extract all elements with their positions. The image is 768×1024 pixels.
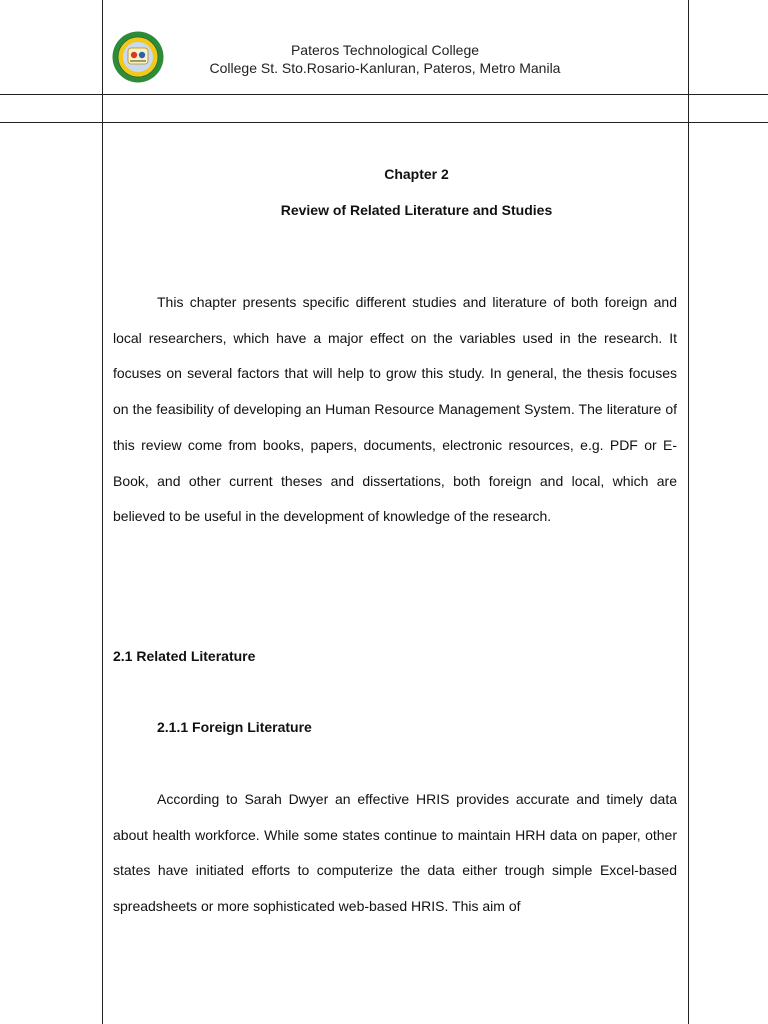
left-margin-line: [102, 0, 103, 1024]
right-margin-line: [688, 0, 689, 1024]
header-rule-bottom: [0, 122, 768, 123]
foreign-literature-paragraph: According to Sarah Dwyer an effective HRIS provides accurate and timely data about health workforce. While some states continue to maintain HRH data on paper, other states have initiated efforts to computerize the data either trough simple Excel-based spreadsheets or more sophisticated web-based HRIS. This aim of: [113, 791, 677, 915]
chapter-number: Chapter 2: [384, 166, 449, 182]
institution-address: College St. Sto.Rosario-Kanluran, Pateros, Metro Manila: [209, 60, 561, 76]
section-heading-related-literature: 2.1 Related Literature: [113, 648, 256, 664]
college-seal-icon: [112, 31, 164, 83]
subsection-heading-foreign-literature: 2.1.1 Foreign Literature: [157, 719, 312, 735]
institution-name: Pateros Technological College: [290, 42, 480, 58]
chapter-title: Review of Related Literature and Studies: [280, 202, 553, 218]
header-rule-top: [0, 94, 768, 95]
intro-paragraph: This chapter presents specific different studies and literature of both foreign and local researchers, which have a major effect on the variables used in the research. It focuses on several factors that will help to grow this study. In general, the thesis focuses on the feasibility of developing an Human Resource Management System. The literature of this review come from books, papers, documents, electronic resources, e.g. PDF or E-Book, and other current theses and dissertations, both foreign and local, which are believed to be useful in the development of knowledge of the research.: [113, 294, 677, 525]
